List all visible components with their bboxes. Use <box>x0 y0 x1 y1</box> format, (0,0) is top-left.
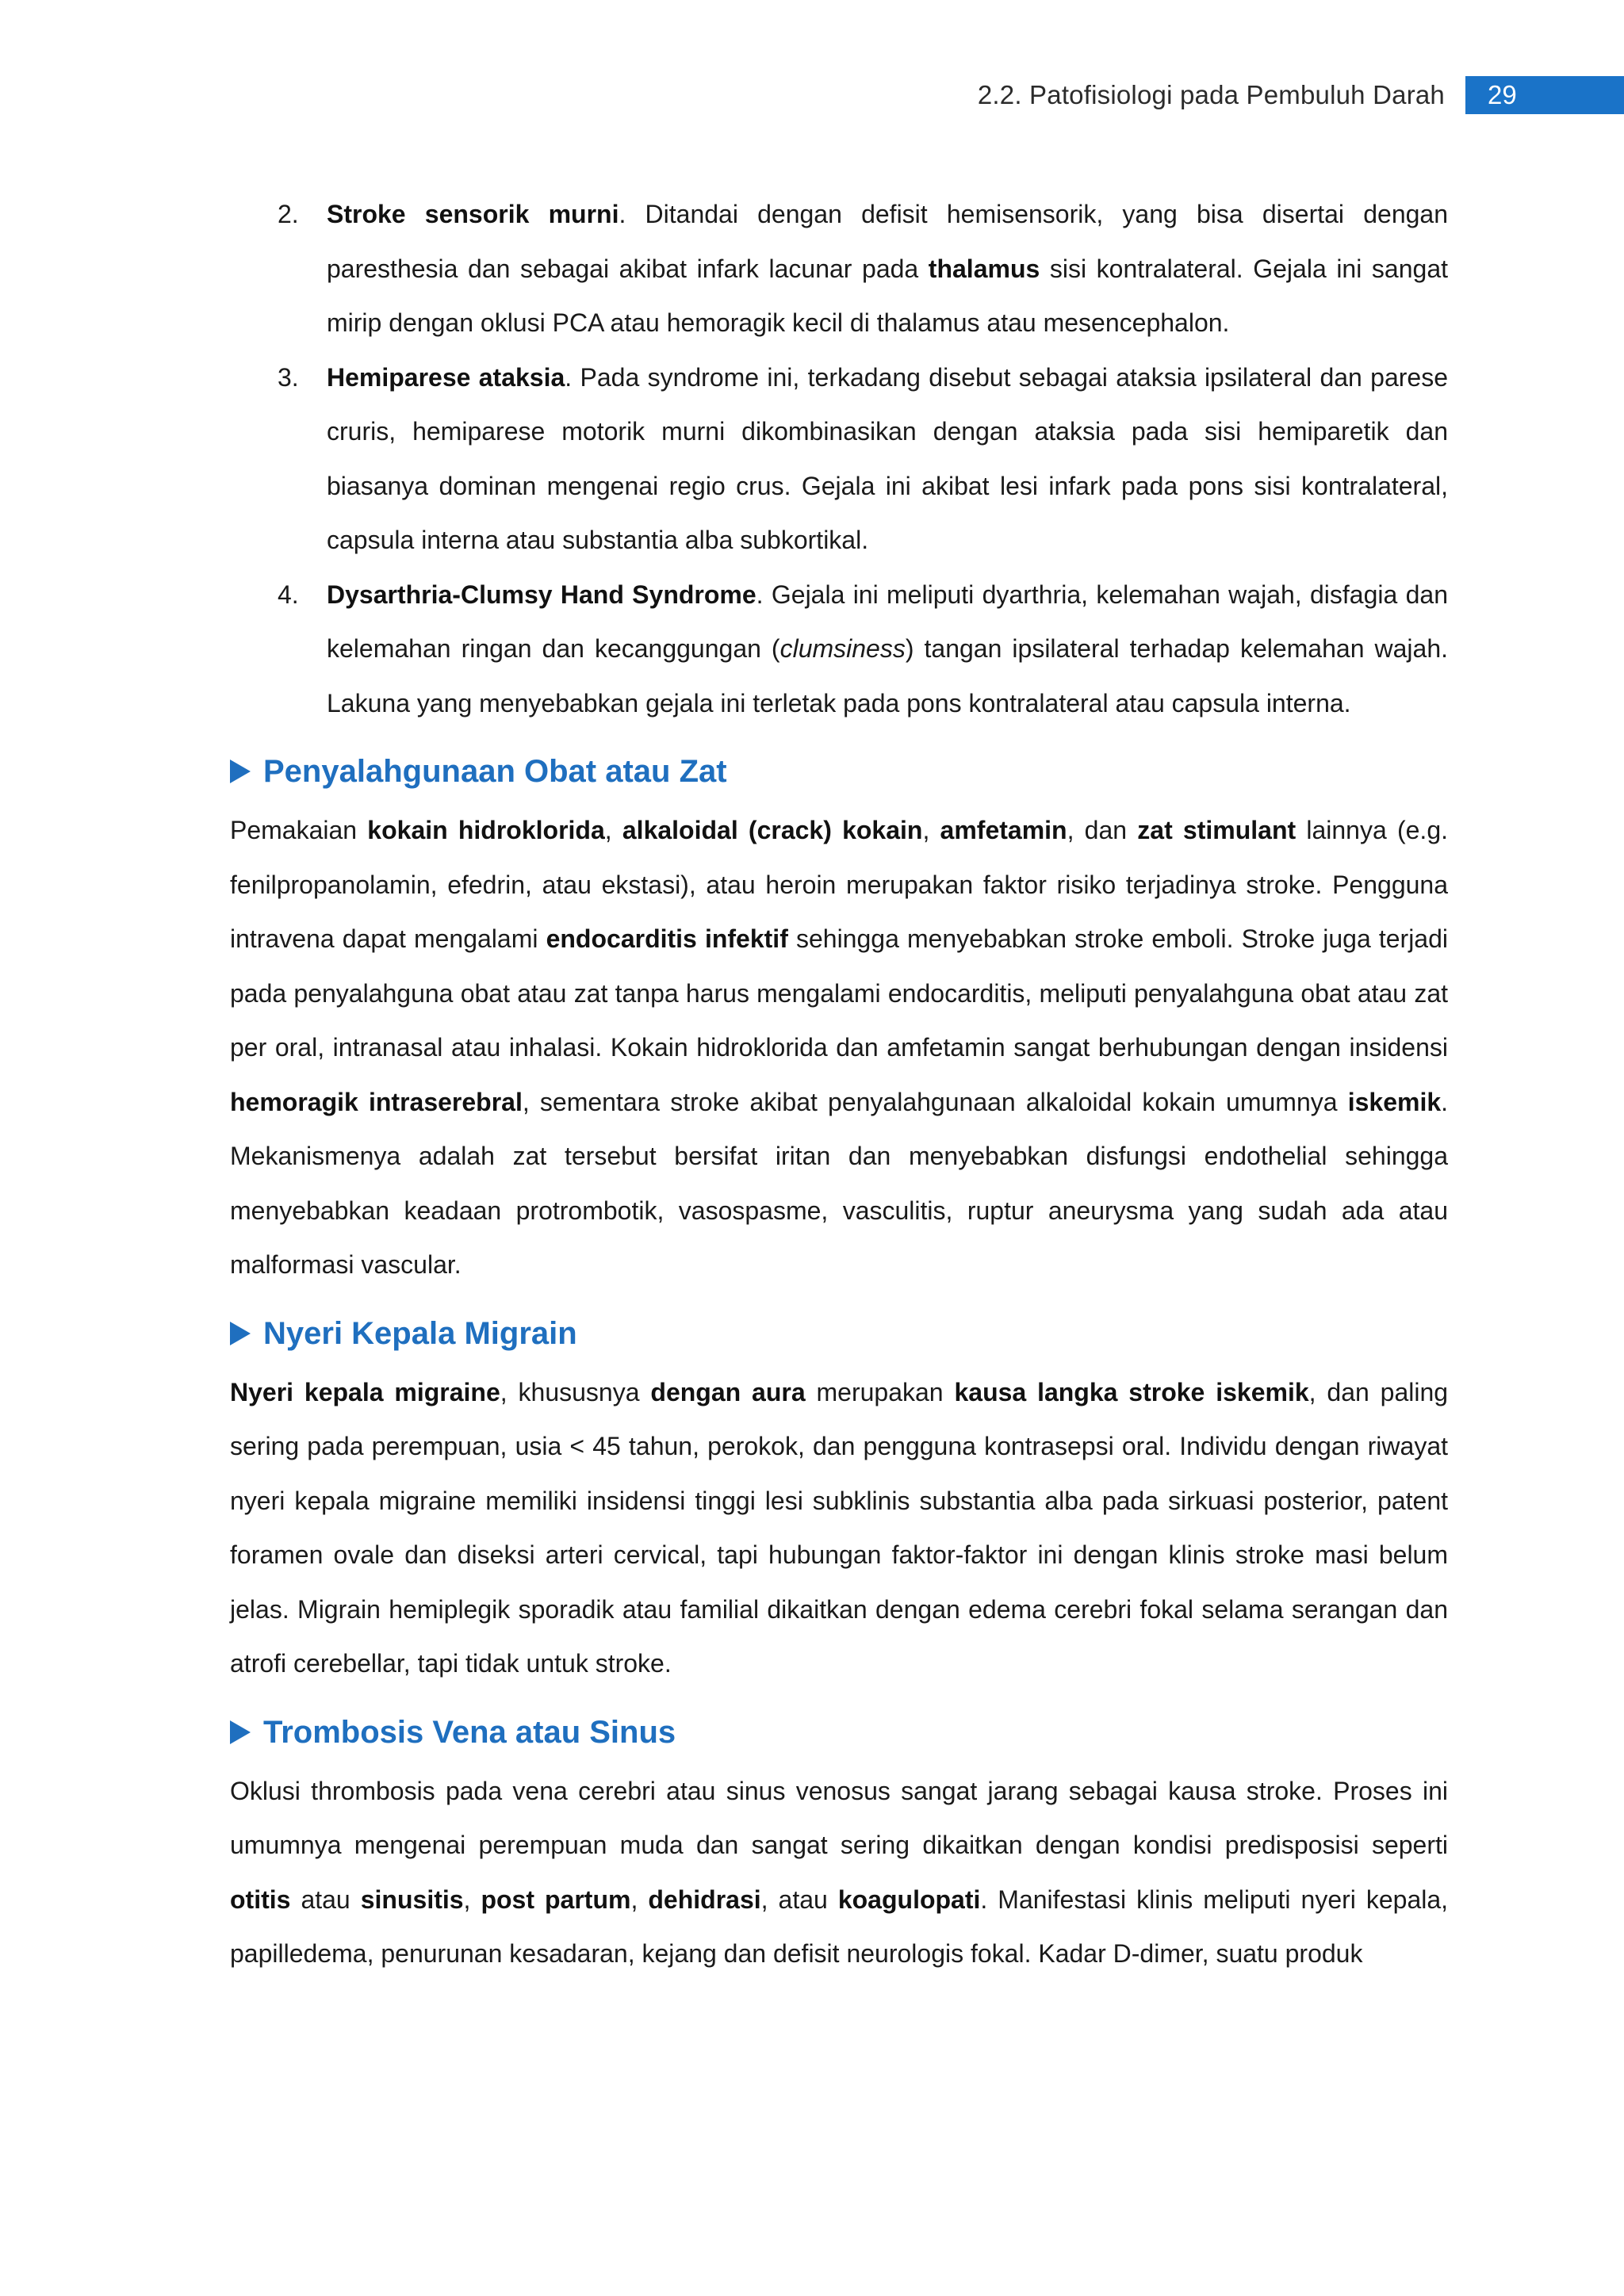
triangle-bullet-icon <box>230 760 251 783</box>
italic-term: clumsiness <box>779 634 906 663</box>
bold-term: Hemiparese ataksia <box>327 362 565 392</box>
section-heading-penyalahgunaan: Penyalahgunaan Obat atau Zat <box>230 748 1448 795</box>
page-number: 29 <box>1465 76 1624 114</box>
list-number: 2. <box>278 200 299 228</box>
bold-term: thalamus <box>928 254 1040 283</box>
section-heading-migrain: Nyeri Kepala Migrain <box>230 1310 1448 1357</box>
page-header <box>978 76 1624 114</box>
list-item: 4. Dysarthria-Clumsy Hand Syndrome. Gejala ini meliputi dyarthria, kelemahan wajah, disfagia dan kelemahan ringan dan kecanggungan (clumsiness) tangan ipsilateral terhadap kelemahan wajah. Lakuna yang menyebabkan gejala ini terletak pada pons kontralateral atau capsula interna. <box>230 568 1448 731</box>
running-title: 2.2. Patofisiologi pada Pembuluh Darah <box>977 80 1445 109</box>
section-heading-trombosis: Trombosis Vena atau Sinus <box>230 1709 1448 1756</box>
list-item: 3. Hemiparese ataksia. Pada syndrome ini, terkadang disebut sebagai ataksia ipsilateral dan parese cruris, hemiparese motorik murni dikombinasikan dengan ataksia pada sisi hemiparetik dan biasanya dominan mengenai regio crus. Gejala ini akibat lesi infark pada pons sisi kontralateral, capsula interna atau substantia alba subkortikal. <box>230 350 1448 568</box>
triangle-bullet-icon <box>230 1322 251 1345</box>
triangle-bullet-icon <box>230 1720 251 1744</box>
bold-term: Dysarthria-Clumsy Hand Syndrome <box>327 580 756 609</box>
list-item: 2. Stroke sensorik murni. Ditandai dengan defisit hemisensorik, yang bisa disertai dengan paresthesia dan sebagai akibat infark lacunar pada thalamus sisi kontralateral. Gejala ini sangat mirip dengan oklusi PCA atau hemoragik kecil di thalamus atau mesencephalon. <box>230 187 1448 350</box>
numbered-list <box>230 187 1448 730</box>
list-number: 4. <box>278 580 299 609</box>
paragraph: Oklusi thrombosis pada vena cerebri atau sinus venosus sangat jarang sebagai kausa stroke. Proses ini umumnya mengenai perempuan muda dan sangat sering dikaitkan dengan kondisi predisposisi seperti otitis atau sinusitis, post partum, dehidrasi, atau koagulopati. Manifestasi klinis meliputi nyeri kepala, papilledema, penurunan kesadaran, kejang dan defisit neurologis fokal. Kadar D-dimer, suatu produk <box>230 1776 1449 1968</box>
list-number: 3. <box>278 362 299 392</box>
paragraph: Nyeri kepala migraine, khususnya dengan aura merupakan kausa langka stroke iskemik, dan paling sering pada perempuan, usia < 45 tahun, perokok, dan pengguna kontrasepsi oral. Individu dengan riwayat nyeri kepala migraine memiliki insidensi tinggi lesi subklinis substantia alba pada sirkuasi posterior, patent foramen ovale dan diseksi arteri cervical, tapi hubungan faktor-faktor ini dengan klinis stroke masi belum jelas. Migrain hemiplegik sporadik atau familial dikaitkan dengan edema cerebri fokal selama serangan dan atrofi cerebellar, tapi tidak untuk stroke. <box>230 1377 1449 1678</box>
page-content <box>230 187 1448 1984</box>
paragraph: Pemakaian kokain hidroklorida, alkaloidal (crack) kokain, amfetamin, dan zat stimulant lainnya (e.g. fenilpropanolamin, efedrin, atau ekstasi), atau heroin merupakan faktor risiko terjadinya stroke. Pengguna intravena dapat mengalami endocarditis infektif sehingga menyebabkan stroke emboli. Stroke juga terjadi pada penyalahguna obat atau zat tanpa harus mengalami endocarditis, meliputi penyalahguna obat atau zat per oral, intranasal atau inhalasi. Kokain hidroklorida dan amfetamin sangat berhubungan dengan insidensi hemoragik intraserebral, sementara stroke akibat penyalahgunaan alkaloidal kokain umumnya iskemik. Mekanismenya adalah zat tersebut bersifat iritan dan menyebabkan disfungsi endothelial sehingga menyebabkan keadaan protrombotik, vasospasme, vasculitis, ruptur aneurysma yang sudah ada atau malformasi vascular. <box>230 816 1449 1279</box>
bold-term: Stroke sensorik murni <box>327 200 619 228</box>
